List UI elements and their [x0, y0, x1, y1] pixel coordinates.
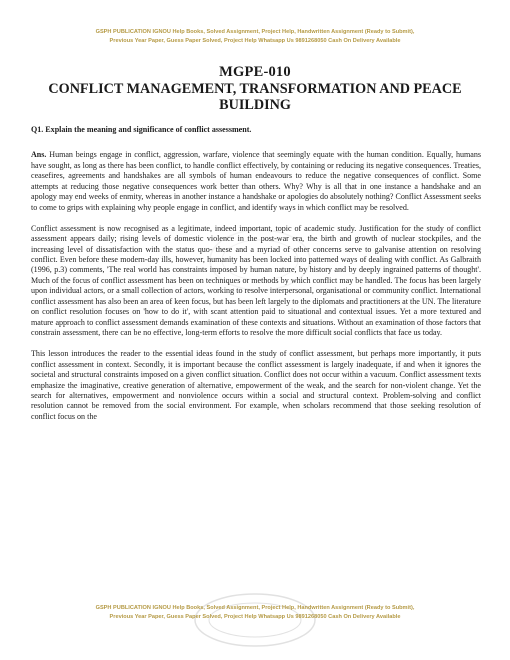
header-line-1: GSPH PUBLICATION IGNOU Help Books, Solved Assignment, Project Help, Handwritten Assignment (Ready to Submit), — [95, 29, 415, 35]
course-code: MGPE-010 — [219, 64, 291, 80]
paragraph-1 — [31, 150, 481, 213]
page-title: CONFLICT MANAGEMENT, TRANSFORMATION AND PEACE BUILDING — [48, 81, 462, 113]
header-line-2: Previous Year Paper, Guess Paper Solved, Project Help Whatsapp Us 9891268050 Cash On Delivery Available — [109, 38, 401, 44]
footer-line-1: GSPH PUBLICATION IGNOU Help Books, Solved Assignment, Project Help, Handwritten Assignment (Ready to Submit), — [95, 605, 415, 611]
footer-banner — [0, 604, 510, 622]
paragraph-3: This lesson introduces the reader to the essential ideas found in the study of conflict assessment, but perhaps more importantly, it puts conflict assessment in context. Secondly, it is important because the conflict assessment is largely inadequate, if and when it ignores the societal and structural constraints imposed on a given conflict situation. Conflict does not occur within a vacuum. Conflict assessment texts emphasize the imaginative, creative generation of alternative, empowerment of the weak, and the search for non-violent change. Yet the search for alternatives, empowerment and nonviolence occurs within a social and structural context. Problem-solving and conflict resolution cannot be removed from the social environment. For example, when scholars recommend that those seeking resolution of conflict focus on the — [31, 349, 481, 421]
question-heading: Q1. Explain the meaning and significance of conflict assessment. — [31, 125, 252, 134]
paragraph-1-text: Human beings engage in conflict, aggression, warfare, violence that seemingly equate with the human condition. Equally, humans have sought, as long as there has been conflict, to handle conflict effectively, by containing or reducing its negative consequences. Treaties, ceasefires, agreements and handshakes are all symbols of human endeavours to reduce the negative consequences of conflict. Some attempts at reducing those negative consequences work better than others. Why? Why is all that in one instance a handshake and an apology may end weeks of enmity, whereas in another instance a handshake or apologies do absolutely nothing? Conflict Assessment seeks to come to grips with explaining why people engage in conflict, and identify ways in which conflict may be resolved. — [31, 150, 482, 212]
header-banner — [0, 28, 510, 46]
answer-label: Ans. — [31, 150, 47, 160]
paragraph-2: Conflict assessment is now recognised as a legitimate, indeed important, topic of academic study. Justification for the study of conflict assessment appears daily; rising levels of domestic violence in the post-war era, the birth and growth of nuclear stockpiles, and the increasing level of dissatisfaction with the status quo- these and a myriad of other concerns serve to galvanise attention on resolving conflict. Even before these modern-day ills, however, humanity has been locked into patterned ways of dealing with conflict. As Galbraith (1996, p.3) comments, 'The real world has constraints imposed by human nature, by history and by deeply ingrained patterns of thought'. Much of the focus of conflict assessment has been on techniques or methods by which conflict may be handled. The focus has been largely upon individual actors, or a small collection of actors, working to resolve interpersonal, organisational or community conflict. International conflict assessment has also been an area of keen focus, but has been left largely to the diplomats and practitioners at the UN. The literature on conflict resolution focuses on 'how to do it', with scant attention paid to situational and contextual issues. Yet a more textured and mature approach to conflict assessment demands examination of these contexts and situations. Without an examination of those factors that constrain assessment, there can be no effective, long-term efforts to resolve the more difficult social conflicts that face us today. — [31, 223, 481, 338]
footer-line-2: Previous Year Paper, Guess Paper Solved, Project Help Whatsapp Us 9891268050 Cash On Delivery Available — [109, 614, 401, 620]
document-body — [31, 125, 481, 433]
